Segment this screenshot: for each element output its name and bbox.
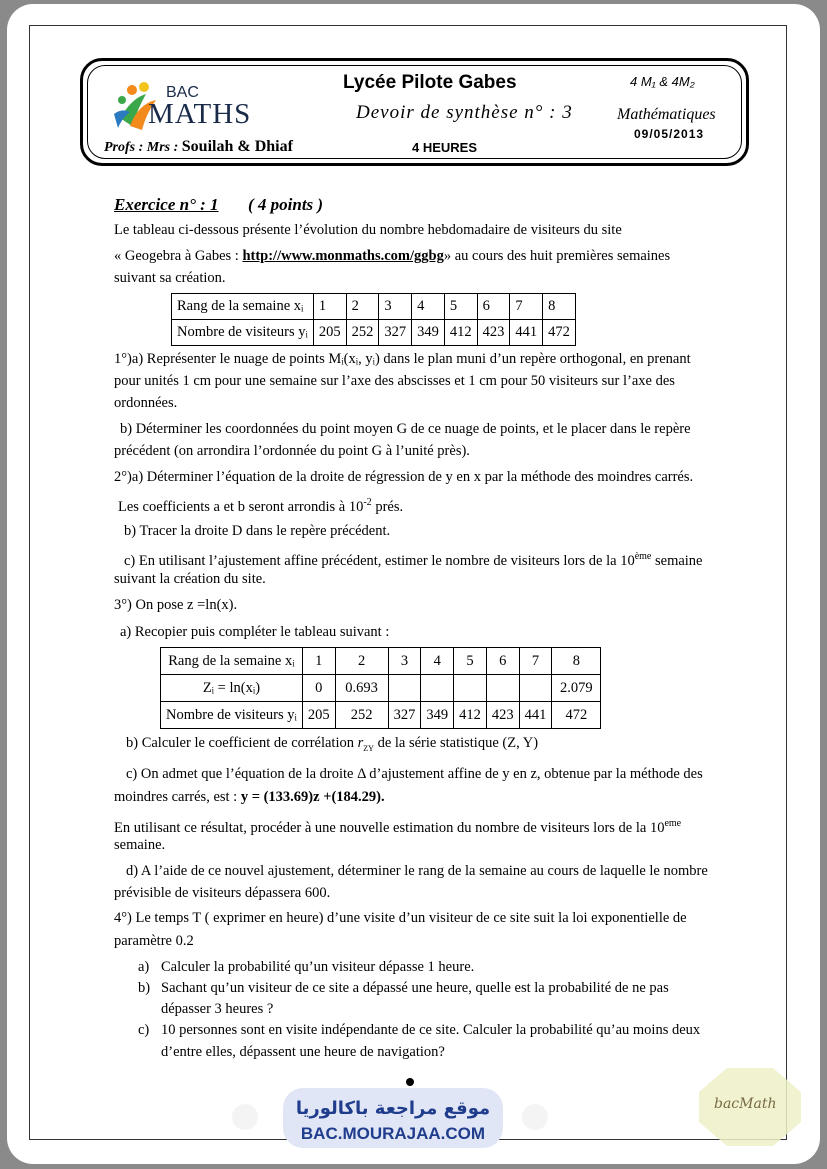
regression-equation: y = (133.69)z +(184.29). xyxy=(240,789,385,805)
q2c-exponent: ème xyxy=(634,551,652,562)
q2c-text: c) En utilisant l’ajustement affine précédent, estimer le nombre de visiteurs lors de la 10 xyxy=(124,552,635,569)
q4b-line-1: Sachant qu’un visiteur de ce site a dépassé une heure, quelle est la probabilité de ne pas xyxy=(161,980,669,996)
teachers xyxy=(104,138,293,156)
table-cell: 2 xyxy=(335,648,388,675)
table-cell: 8 xyxy=(543,294,576,320)
site-logo-icon xyxy=(522,1104,548,1130)
correlation-symbol: r xyxy=(357,735,364,751)
q3d-line-1: d) A l’aide de ce nouvel ajustement, déterminer le rang de la semaine au cours de laquelle le nombre xyxy=(126,863,708,879)
bacmath-badge xyxy=(697,1066,803,1148)
table-header-cell: Zᵢ = ln(xᵢ) xyxy=(161,675,303,702)
logo-maths-text: MATHS xyxy=(148,98,252,130)
q3a-line: a) Recopier puis compléter le tableau suivant : xyxy=(120,624,390,640)
q3b-text-end: de la série statistique (Z, Y) xyxy=(373,735,539,751)
logo-bac-text: BAC xyxy=(166,84,199,101)
footer-banner[interactable] xyxy=(283,1088,503,1148)
q1a-line-3: ordonnées. xyxy=(114,395,178,411)
q1b-line-1: b) Déterminer les coordonnées du point moyen G de ce nuage de points, et le placer dans le repère xyxy=(120,421,691,437)
q3c-line-1: c) On admet que l’équation de la droite Δ d’ajustement affine de y en z, obtenue par la méthode des xyxy=(126,766,703,782)
q3b-text: b) Calculer le coefficient de corrélation xyxy=(126,735,358,751)
table-cell: 252 xyxy=(346,320,379,346)
site-logo-icon xyxy=(232,1104,258,1130)
intro-line-1: Le tableau ci-dessous présente l’évolution du nombre hebdomadaire de visiteurs du site xyxy=(114,222,622,238)
q2a-exponent: -2 xyxy=(363,497,372,508)
q3-line: 3°) On pose z =ln(x). xyxy=(114,597,238,613)
q3c-text: moindres carrés, est : xyxy=(114,789,241,805)
table-cell: 7 xyxy=(510,294,543,320)
table-cell: 2 xyxy=(346,294,379,320)
table-cell: 0 xyxy=(302,675,335,702)
teachers-names: Souilah & Dhiaf xyxy=(181,138,293,155)
table-cell: 252 xyxy=(335,702,388,729)
exercise-points: ( 4 points ) xyxy=(248,195,324,214)
table-cell: 0.693 xyxy=(335,675,388,702)
table-cell xyxy=(486,675,519,702)
table-cell: 1 xyxy=(302,648,335,675)
q1b-line-2: précédent (on arrondira l’ordonnée du point G à l’unité près). xyxy=(114,443,470,459)
intro-text-a: « Geogebra à Gabes : xyxy=(114,248,243,264)
table-cell: 472 xyxy=(543,320,576,346)
table-cell: 8 xyxy=(552,648,601,675)
q4b-marker: b) xyxy=(138,980,151,996)
q3c-exponent: eme xyxy=(664,818,682,829)
table-row xyxy=(161,702,601,729)
table-cell: 349 xyxy=(412,320,445,346)
q4-line-1: 4°) Le temps T ( exprimer en heure) d’une visite d’un visiteur de ce site suit la loi exponentielle de xyxy=(114,910,687,926)
table-header-cell: Rang de la semaine xᵢ xyxy=(172,294,314,320)
table-cell: 205 xyxy=(313,320,346,346)
table-row xyxy=(161,648,601,675)
table-cell: 6 xyxy=(477,294,510,320)
table-cell: 412 xyxy=(454,702,487,729)
table-cell: 1 xyxy=(313,294,346,320)
table-cell xyxy=(519,675,552,702)
q3c-line-4: semaine. xyxy=(114,837,166,853)
subject: Mathématiques xyxy=(617,106,716,123)
q4a-line: Calculer la probabilité qu’un visiteur dépasse 1 heure. xyxy=(161,959,475,975)
q2a-line-2 xyxy=(118,494,403,516)
table-cell: 349 xyxy=(421,702,454,729)
q3d-line-2: prévisible de visiteurs dépassera 600. xyxy=(114,885,331,901)
teachers-label: Profs : Mrs : xyxy=(104,140,179,155)
exercise-title: Exercice n° : 1 xyxy=(114,195,219,214)
q4c-marker: c) xyxy=(138,1022,150,1038)
table-cell: 6 xyxy=(486,648,519,675)
data-table-1 xyxy=(171,293,576,346)
q2b-line: b) Tracer la droite D dans le repère précédent. xyxy=(124,523,391,539)
table-cell: 3 xyxy=(388,648,421,675)
table-cell: 412 xyxy=(444,320,477,346)
exam-title: Devoir de synthèse n° : 3 xyxy=(356,102,573,123)
q3b-line xyxy=(126,734,538,758)
data-table-2 xyxy=(160,647,601,729)
table-row xyxy=(172,320,576,346)
table-cell xyxy=(454,675,487,702)
table-cell: 4 xyxy=(421,648,454,675)
badge-text: bacMath xyxy=(714,1096,777,1112)
class-level: 4 M₁ & 4M₂ xyxy=(630,74,695,89)
table-cell xyxy=(421,675,454,702)
table-cell: 4 xyxy=(412,294,445,320)
q2a-line: 2°)a) Déterminer l’équation de la droite de régression de y en x par la méthode des moindres carrés. xyxy=(114,469,694,485)
table-row xyxy=(172,294,576,320)
table-header-cell: Nombre de visiteurs yᵢ xyxy=(172,320,314,346)
q2c-line-2: suivant la création du site. xyxy=(114,571,266,587)
footer-arabic-text: موقع مراجعة باكالوريا xyxy=(295,1098,491,1119)
exam-duration: 4 HEURES xyxy=(412,140,478,155)
table-row xyxy=(161,675,601,702)
bullet-dot xyxy=(406,1078,414,1086)
table-cell: 5 xyxy=(444,294,477,320)
q2c-line-1 xyxy=(124,548,703,570)
table-cell: 205 xyxy=(302,702,335,729)
intro-line-2 xyxy=(114,247,670,265)
table-header-cell: Nombre de visiteurs yᵢ xyxy=(161,702,303,729)
q2c-text-end: semaine xyxy=(651,552,703,569)
q1a-line-1: 1°)a) Représenter le nuage de points Mᵢ(xᵢ, yᵢ) dans le plan muni d’un repère orthogonal, en prenant xyxy=(114,351,691,367)
table-cell: 3 xyxy=(379,294,412,320)
table-cell: 7 xyxy=(519,648,552,675)
table-cell: 5 xyxy=(454,648,487,675)
q3c-line-3 xyxy=(114,815,681,837)
q3c-line-2 xyxy=(114,788,385,806)
exam-date: 09/05/2013 xyxy=(634,127,705,141)
bacmaths-logo xyxy=(112,78,284,138)
intro-text-b: » au cours des huit premières semaines xyxy=(443,248,671,264)
table-cell: 2.079 xyxy=(552,675,601,702)
q3c-text-2: En utilisant ce résultat, procéder à une nouvelle estimation du nombre de visiteurs lors de la 10 xyxy=(114,819,665,836)
q2a-text-end: prés. xyxy=(371,498,404,515)
q4-line-2: paramètre 0.2 xyxy=(114,933,194,949)
intro-line-3: suivant sa création. xyxy=(114,270,226,286)
footer-url[interactable]: BAC.MOURAJAA.COM xyxy=(300,1124,486,1143)
q4b-line-2: dépasser 3 heures ? xyxy=(161,1001,274,1017)
correlation-subscript: ZY xyxy=(363,743,374,753)
table-header-cell: Rang de la semaine xᵢ xyxy=(161,648,303,675)
table-cell: 441 xyxy=(510,320,543,346)
q2a-text: Les coefficients a et b seront arrondis à 10 xyxy=(118,498,364,515)
q1a-line-2: pour unités 1 cm pour une semaine sur l’axe des abscisses et 1 cm pour 50 visiteurs sur l’axe des xyxy=(114,373,675,389)
q4c-line-2: d’entre elles, dépassent une heure de navigation? xyxy=(161,1044,445,1060)
q4c-line-1: 10 personnes sont en visite indépendante de ce site. Calculer la probabilité qu’au moins deux xyxy=(161,1022,701,1038)
table-cell: 441 xyxy=(519,702,552,729)
table-cell: 327 xyxy=(379,320,412,346)
site-link[interactable]: http://www.monmaths.com/ggbg xyxy=(242,248,444,264)
table-cell: 472 xyxy=(552,702,601,729)
q4a-marker: a) xyxy=(138,959,150,975)
school-name: Lycée Pilote Gabes xyxy=(343,72,517,93)
table-cell: 423 xyxy=(486,702,519,729)
table-cell xyxy=(388,675,421,702)
table-cell: 423 xyxy=(477,320,510,346)
table-cell: 327 xyxy=(388,702,421,729)
